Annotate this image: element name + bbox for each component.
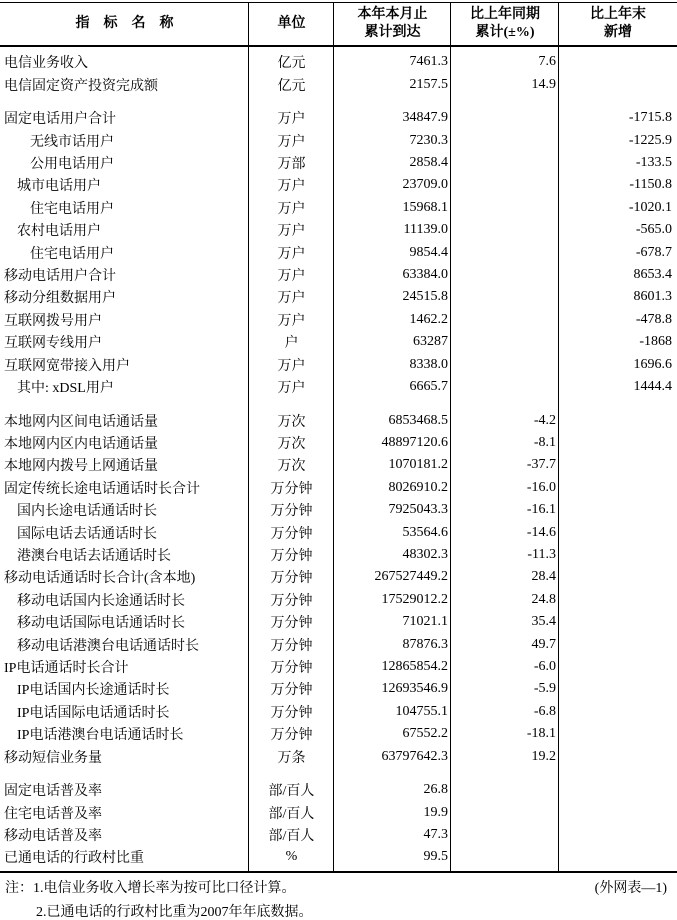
unit-cell: 万户 xyxy=(277,358,306,374)
table-row xyxy=(0,521,677,543)
net-cell: -678.7 xyxy=(635,244,672,260)
header-unit: 单位 xyxy=(277,15,306,31)
table-row xyxy=(0,432,677,454)
unit-cell: 部/百人 xyxy=(268,806,315,822)
indicator-cell: IP电话港澳台电话通话时长 xyxy=(17,728,184,744)
table-row xyxy=(0,678,677,700)
table-row xyxy=(0,129,677,151)
table-row xyxy=(0,477,677,499)
unit-cell: 万分钟 xyxy=(270,548,313,564)
indicator-cell: 国际电话去话通话时长 xyxy=(17,526,157,542)
cumulative-cell: 11139.0 xyxy=(403,222,448,238)
indicator-cell: 移动分组数据用户 xyxy=(4,291,116,307)
yoy-cell: 28.4 xyxy=(531,569,556,585)
cumulative-cell: 8338.0 xyxy=(409,356,448,372)
footnote-1-text: 注：1.电信业务收入增长率为按可比口径计算。 xyxy=(5,881,296,896)
unit-cell: 万户 xyxy=(277,313,306,329)
net-cell: -1225.9 xyxy=(628,132,672,148)
unit-cell: 部/百人 xyxy=(268,784,315,800)
indicator-cell: 互联网宽带接入用户 xyxy=(4,358,130,374)
header-yoy-line1: 比上年同期 xyxy=(470,6,540,22)
unit-cell: 万户 xyxy=(277,224,306,240)
table-reference-label: (外网表—1) xyxy=(594,881,667,896)
cumulative-cell: 19.9 xyxy=(423,804,448,820)
yoy-cell: -37.7 xyxy=(526,457,556,473)
indicator-cell: 其中: xDSL用户 xyxy=(17,380,114,396)
table-body xyxy=(0,48,677,869)
indicator-cell: IP电话通话时长合计 xyxy=(4,660,129,676)
header-cumulative-line2: 累计到达 xyxy=(364,24,421,40)
net-cell: -133.5 xyxy=(635,155,672,171)
unit-cell: 万部 xyxy=(277,157,306,173)
yoy-cell: -16.0 xyxy=(526,479,556,495)
unit-cell: 万次 xyxy=(277,459,306,475)
yoy-cell: -18.1 xyxy=(526,726,556,742)
unit-cell: 万户 xyxy=(277,112,306,128)
cumulative-cell: 34847.9 xyxy=(402,110,448,126)
table-bottom-border xyxy=(0,871,677,873)
table-row xyxy=(0,197,677,219)
indicator-cell: 移动短信业务量 xyxy=(4,750,102,766)
unit-cell: % xyxy=(285,849,298,865)
table-row xyxy=(0,219,677,241)
cumulative-cell: 71021.1 xyxy=(402,614,448,630)
unit-cell: 万次 xyxy=(277,414,306,430)
table-row xyxy=(0,499,677,521)
indicator-cell: 公用电话用户 xyxy=(30,157,114,173)
net-cell: -1715.8 xyxy=(628,110,672,126)
indicator-cell: 移动电话普及率 xyxy=(4,828,102,844)
cumulative-cell: 6853468.5 xyxy=(388,412,448,428)
unit-cell: 部/百人 xyxy=(268,828,315,844)
cumulative-cell: 104755.1 xyxy=(395,703,448,719)
unit-cell: 万户 xyxy=(277,291,306,307)
cumulative-cell: 8026910.2 xyxy=(388,479,448,495)
indicator-cell: 移动电话国际电话通话时长 xyxy=(17,616,185,632)
indicator-cell: 电信固定资产投资完成额 xyxy=(4,78,158,94)
unit-cell: 万分钟 xyxy=(270,593,313,609)
table-row xyxy=(0,633,677,655)
header-yoy-line2: 累计(±%) xyxy=(475,24,535,40)
unit-cell: 万分钟 xyxy=(270,705,313,721)
indicator-cell: IP电话国内长途通话时长 xyxy=(17,683,170,699)
cumulative-cell: 63287 xyxy=(413,334,448,350)
indicator-cell: 固定电话普及率 xyxy=(4,784,102,800)
table-row xyxy=(0,331,677,353)
unit-cell: 万分钟 xyxy=(270,526,313,542)
cumulative-cell: 63797642.3 xyxy=(381,748,448,764)
cumulative-cell: 53564.6 xyxy=(402,524,448,540)
table-row xyxy=(0,611,677,633)
cumulative-cell: 1070181.2 xyxy=(388,457,448,473)
table-row xyxy=(0,353,677,375)
header-yoy xyxy=(451,6,559,42)
group-gap xyxy=(0,768,677,779)
unit-cell: 万分钟 xyxy=(270,728,313,744)
cumulative-cell: 12693546.9 xyxy=(381,681,448,697)
net-cell: 8601.3 xyxy=(633,289,672,305)
table-row xyxy=(0,409,677,431)
yoy-cell: -14.6 xyxy=(526,524,556,540)
header-separator-line xyxy=(0,45,677,47)
unit-cell: 万条 xyxy=(277,750,306,766)
table-row xyxy=(0,174,677,196)
group-gap xyxy=(0,96,677,107)
cumulative-cell: 48897120.6 xyxy=(381,435,448,451)
unit-cell: 万分钟 xyxy=(270,571,313,587)
cumulative-cell: 6665.7 xyxy=(409,378,448,394)
unit-cell: 万户 xyxy=(277,246,306,262)
indicator-cell: IP电话国际电话通话时长 xyxy=(17,705,170,721)
table-row xyxy=(0,723,677,745)
cumulative-cell: 24515.8 xyxy=(402,289,448,305)
indicator-cell: 农村电话用户 xyxy=(17,224,101,240)
indicator-cell: 移动电话通话时长合计(含本地) xyxy=(4,571,196,587)
net-cell: -565.0 xyxy=(635,222,672,238)
unit-cell: 亿元 xyxy=(277,78,306,94)
yoy-cell: -11.3 xyxy=(527,546,556,562)
table-row xyxy=(0,589,677,611)
table-row xyxy=(0,566,677,588)
indicator-cell: 移动电话港澳台电话通话时长 xyxy=(17,638,199,654)
header-indicator: 指 标 名 称 xyxy=(75,15,174,31)
indicator-cell: 国内长途电话通话时长 xyxy=(17,504,157,520)
table-row xyxy=(0,376,677,398)
cumulative-cell: 99.5 xyxy=(423,849,448,865)
footnote-2-text: 2.已通电话的行政村比重为2007年年底数据。 xyxy=(36,905,313,920)
indicator-cell: 电信业务收入 xyxy=(4,56,88,72)
unit-cell: 万分钟 xyxy=(270,504,313,520)
indicator-cell: 已通电话的行政村比重 xyxy=(4,851,144,867)
unit-cell: 万分钟 xyxy=(270,481,313,497)
table-row xyxy=(0,779,677,801)
table-row xyxy=(0,745,677,767)
header-net xyxy=(559,6,677,42)
table-row xyxy=(0,701,677,723)
unit-cell: 万户 xyxy=(277,380,306,396)
yoy-cell: -6.0 xyxy=(533,658,556,674)
table-row xyxy=(0,107,677,129)
table-row xyxy=(0,846,677,868)
table-row xyxy=(0,286,677,308)
indicator-cell: 移动电话用户合计 xyxy=(4,269,116,284)
yoy-cell: 19.2 xyxy=(531,748,556,764)
indicator-cell: 固定电话用户合计 xyxy=(4,112,116,128)
cumulative-cell: 7925043.3 xyxy=(388,502,448,518)
yoy-cell: 24.8 xyxy=(531,591,556,607)
indicator-cell: 城市电话用户 xyxy=(17,179,101,195)
cumulative-cell: 2858.4 xyxy=(409,155,448,171)
cumulative-cell: 17529012.2 xyxy=(381,591,448,607)
table-row xyxy=(0,801,677,823)
yoy-cell: -8.1 xyxy=(533,435,556,451)
cumulative-cell: 267527449.2 xyxy=(374,569,448,585)
cumulative-cell: 9854.4 xyxy=(409,244,448,260)
yoy-cell: 35.4 xyxy=(531,614,556,630)
net-cell: -478.8 xyxy=(635,311,672,327)
header-net-line1: 比上年末 xyxy=(590,6,646,22)
cumulative-cell: 12865854.2 xyxy=(381,658,448,674)
net-cell: 1444.4 xyxy=(633,378,672,394)
header-cumulative-line1: 本年本月止 xyxy=(357,6,428,22)
net-cell: 8653.4 xyxy=(633,267,672,282)
indicator-cell: 港澳台电话去话通话时长 xyxy=(17,548,171,564)
indicator-cell: 无线市话用户 xyxy=(30,134,114,150)
indicator-cell: 本地网内区内电话通话量 xyxy=(4,437,158,453)
net-cell: -1150.8 xyxy=(629,177,672,193)
yoy-cell: 7.6 xyxy=(538,54,556,70)
footnote-line-1 xyxy=(0,877,677,897)
cumulative-cell: 26.8 xyxy=(423,782,448,798)
table-row xyxy=(0,152,677,174)
unit-cell: 亿元 xyxy=(277,56,306,72)
unit-cell: 万户 xyxy=(277,269,306,284)
indicator-cell: 互联网专线用户 xyxy=(4,336,102,352)
unit-cell: 户 xyxy=(284,336,299,352)
cumulative-cell: 67552.2 xyxy=(402,726,448,742)
yoy-cell: -5.9 xyxy=(533,681,556,697)
table-row xyxy=(0,241,677,263)
unit-cell: 万户 xyxy=(277,134,306,150)
indicator-cell: 互联网拨号用户 xyxy=(4,313,102,329)
header-cumulative xyxy=(334,6,451,42)
footnotes xyxy=(0,877,677,920)
unit-cell: 万户 xyxy=(277,179,306,195)
table-header-row xyxy=(0,2,677,45)
footnote-line-2 xyxy=(0,901,677,920)
indicator-cell: 住宅电话用户 xyxy=(30,201,114,217)
indicator-cell: 住宅电话普及率 xyxy=(4,806,102,822)
table-row xyxy=(0,264,677,286)
unit-cell: 万分钟 xyxy=(270,683,313,699)
cumulative-cell: 15968.1 xyxy=(402,199,448,215)
indicator-cell: 住宅电话用户 xyxy=(30,246,114,262)
table-row xyxy=(0,51,677,73)
unit-cell: 万分钟 xyxy=(270,638,313,654)
yoy-cell: -6.8 xyxy=(533,703,556,719)
cumulative-cell: 63384.0 xyxy=(402,267,448,282)
table-row xyxy=(0,454,677,476)
indicator-cell: 移动电话国内长途通话时长 xyxy=(17,593,185,609)
unit-cell: 万次 xyxy=(277,437,306,453)
table-row xyxy=(0,824,677,846)
table-row xyxy=(0,544,677,566)
cumulative-cell: 47.3 xyxy=(423,826,448,842)
group-gap xyxy=(0,398,677,409)
table-row xyxy=(0,309,677,331)
net-cell: -1020.1 xyxy=(628,199,672,215)
cumulative-cell: 87876.3 xyxy=(402,636,448,652)
net-cell: -1868 xyxy=(639,334,672,350)
cumulative-cell: 48302.3 xyxy=(402,546,448,562)
unit-cell: 万户 xyxy=(277,201,306,217)
cumulative-cell: 1462.2 xyxy=(409,311,448,327)
cumulative-cell: 7230.3 xyxy=(409,132,448,148)
header-net-line2: 新增 xyxy=(604,24,632,40)
table-row xyxy=(0,656,677,678)
yoy-cell: 14.9 xyxy=(531,76,556,92)
cumulative-cell: 7461.3 xyxy=(409,54,448,70)
net-cell: 1696.6 xyxy=(633,356,672,372)
indicator-cell: 固定传统长途电话通话时长合计 xyxy=(4,481,200,497)
yoy-cell: -4.2 xyxy=(533,412,556,428)
cumulative-cell: 23709.0 xyxy=(402,177,448,193)
yoy-cell: -16.1 xyxy=(526,502,556,518)
unit-cell: 万分钟 xyxy=(270,616,313,632)
cumulative-cell: 2157.5 xyxy=(409,76,448,92)
yoy-cell: 49.7 xyxy=(531,636,556,652)
table-row xyxy=(0,73,677,95)
indicator-cell: 本地网内区间电话通话量 xyxy=(4,414,158,430)
indicator-cell: 本地网内拨号上网通话量 xyxy=(4,459,158,475)
unit-cell: 万分钟 xyxy=(270,660,313,676)
